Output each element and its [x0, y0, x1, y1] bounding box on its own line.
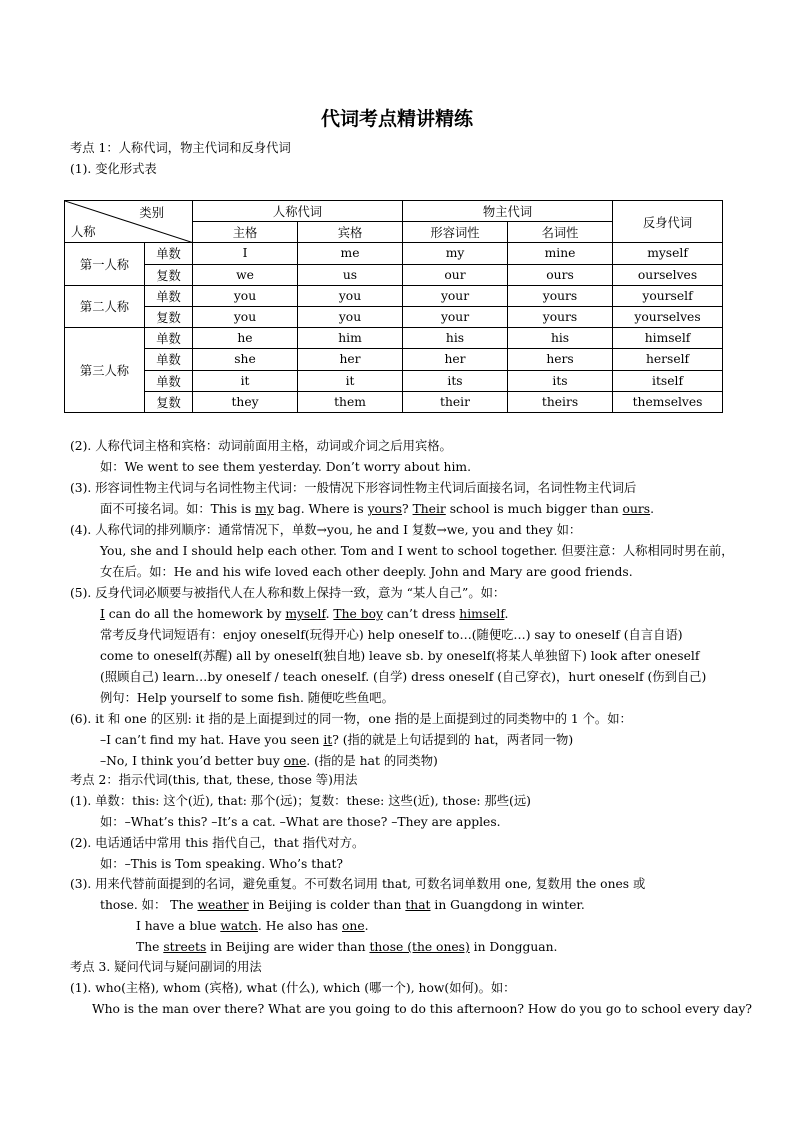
paragraph-line: those. 如： The weather in Beijing is colder than that in Guangdong in winter.: [100, 898, 585, 912]
paragraph-line: 常考反身代词短语有：enjoy oneself(玩得开心) help oneself to…(随便吃…) say to oneself (自言自语): [100, 628, 683, 642]
paragraph-line: You, she and I should help each other. Tom and I went to school together. 但要注意：人称相同时男在前，: [100, 544, 734, 558]
point1-heading: 考点 1：人称代词，物主代词和反身代词: [70, 141, 291, 155]
table-row: [65, 349, 723, 370]
table-cell: themselves: [613, 391, 723, 412]
pronoun-table: [64, 200, 723, 413]
table-cell: yours: [508, 306, 613, 327]
table-cell: your: [403, 285, 508, 306]
table-cell: her: [298, 349, 403, 370]
table-cell: your: [403, 306, 508, 327]
paragraph-line: (3). 形容词性物主代词与名词性物主代词：一般情况下形容词性物主代词后面接名词，名词性物主代词后: [70, 481, 637, 495]
paragraph-line: 如：We went to see them yesterday. Don’t worry about him.: [100, 460, 471, 474]
section-heading: 考点 3. 疑问代词与疑问副词的用法: [70, 960, 262, 974]
table-cell: you: [193, 285, 298, 306]
paragraph-line: (6). it 和 one 的区别: it 指的是上面提到过的同一物，one 指的是上面提到过的同类物中的 1 个。如：: [70, 712, 632, 726]
header-possessive: 物主代词: [403, 201, 613, 222]
table-cell: I: [193, 243, 298, 264]
table-cell: it: [298, 370, 403, 391]
table-cell: 复数: [145, 306, 193, 327]
person-third: 第三人称: [65, 328, 145, 413]
paragraph-line: 例句：Help yourself to some fish. 随便吃些鱼吧。: [100, 691, 394, 705]
header-noun: 名词性: [508, 222, 613, 243]
paragraph-line: 如：–This is Tom speaking. Who’s that?: [100, 857, 343, 871]
table-cell: 单数: [145, 328, 193, 349]
table-cell: ourselves: [613, 264, 723, 285]
table-cell: he: [193, 328, 298, 349]
header-reflexive: 反身代词: [613, 201, 723, 243]
table-cell: she: [193, 349, 298, 370]
table-corner-cell: [65, 201, 193, 243]
table-cell: we: [193, 264, 298, 285]
table-cell: its: [508, 370, 613, 391]
paragraph-line: –I can’t find my hat. Have you seen it? (指的就是上句话提到的 hat，两者同一物): [100, 733, 574, 747]
paragraph-line: The streets in Beijing are wider than those (the ones) in Dongguan.: [136, 940, 558, 954]
header-subject: 主格: [193, 222, 298, 243]
paragraph-line: (4). 人称代词的排列顺序：通常情况下，单数→you, he and I 复数→we, you and they 如：: [70, 523, 582, 537]
table-cell: it: [193, 370, 298, 391]
table-cell: him: [298, 328, 403, 349]
table-cell: herself: [613, 349, 723, 370]
table-cell: 单数: [145, 243, 193, 264]
paragraph-line: (2). 人称代词主格和宾格：动词前面用主格，动词或介词之后用宾格。: [70, 439, 452, 453]
table-cell: hers: [508, 349, 613, 370]
paragraph-line: (5). 反身代词必顺要与被指代人在人称和数上保持一致，意为 “某人自己”。如：: [70, 586, 506, 600]
corner-person-label: 人称: [71, 225, 96, 240]
section-heading: 考点 2：指示代词(this, that, these, those 等)用法: [70, 773, 358, 787]
paragraph-line: (3). 用来代替前面提到的名词，避免重复。不可数名词用 that, 可数名词单数用 one, 复数用 the ones 或: [70, 877, 646, 891]
table-cell: you: [298, 285, 403, 306]
table-cell: himself: [613, 328, 723, 349]
paragraph-line: (1). who(主格), whom (宾格), what (什么), which (哪一个), how(如何)。如：: [70, 981, 516, 995]
table-row: [65, 243, 723, 264]
table-cell: yours: [508, 285, 613, 306]
header-personal: 人称代词: [193, 201, 403, 222]
table-cell: itself: [613, 370, 723, 391]
table-row: [65, 264, 723, 285]
paragraph-line: (1). 单数：this: 这个(近), that: 那个(远)；复数：these: 这些(近), those: 那些(远): [70, 794, 531, 808]
paragraph-line: –No, I think you’d better buy one. (指的是 hat 的同类物): [100, 754, 438, 768]
table-cell: them: [298, 391, 403, 412]
table-row: [65, 306, 723, 327]
paragraph-line: Who is the man over there? What are you going to do this afternoon? How do you go to school every day?: [92, 1002, 753, 1016]
table-cell: yourselves: [613, 306, 723, 327]
paragraph-line: 如：–What’s this? –It’s a cat. –What are those? –They are apples.: [100, 815, 501, 829]
table-cell: our: [403, 264, 508, 285]
paragraph-line: 面不可接名词。如：This is my bag. Where is yours? Their school is much bigger than ours.: [100, 502, 654, 516]
table-cell: me: [298, 243, 403, 264]
table-cell: 单数: [145, 370, 193, 391]
paragraph-line: come to oneself(苏醒) all by oneself(独自地) leave sb. by oneself(将某人单独留下) look after oneself: [100, 649, 700, 663]
table-cell: 复数: [145, 391, 193, 412]
paragraph-line: (2). 电话通话中常用 this 指代自己，that 指代对方。: [70, 836, 365, 850]
table-cell: its: [403, 370, 508, 391]
table-cell: his: [403, 328, 508, 349]
table-cell: myself: [613, 243, 723, 264]
person-first: 第一人称: [65, 243, 145, 285]
person-second: 第二人称: [65, 285, 145, 327]
table-cell: us: [298, 264, 403, 285]
table-cell: 单数: [145, 349, 193, 370]
table-row: [65, 285, 723, 306]
page-title: 代词考点精讲精练: [320, 108, 473, 130]
table-cell: you: [298, 306, 403, 327]
table-cell: mine: [508, 243, 613, 264]
paragraph-line: 女在后。如：He and his wife loved each other deeply. John and Mary are good friends.: [100, 565, 633, 579]
table-cell: her: [403, 349, 508, 370]
paragraph-line: I can do all the homework by myself. The boy can’t dress himself.: [100, 607, 509, 621]
table-cell: his: [508, 328, 613, 349]
table-cell: yourself: [613, 285, 723, 306]
paragraph-line: I have a blue watch. He also has one.: [136, 919, 369, 933]
corner-category-label: 类别: [139, 206, 164, 220]
table-cell: ours: [508, 264, 613, 285]
table-cell: their: [403, 391, 508, 412]
header-adjective: 形容词性: [403, 222, 508, 243]
table-cell: they: [193, 391, 298, 412]
table-cell: my: [403, 243, 508, 264]
paragraph-line: (照顾自己) learn…by oneself / teach oneself. (自学) dress oneself (自己穿衣)，hurt oneself (伤到自己): [100, 670, 707, 684]
table-cell: 复数: [145, 264, 193, 285]
table-row: [65, 328, 723, 349]
table-row: [65, 370, 723, 391]
table-cell: 单数: [145, 285, 193, 306]
table-row: [65, 391, 723, 412]
table-cell: theirs: [508, 391, 613, 412]
header-object: 宾格: [298, 222, 403, 243]
table-cell: you: [193, 306, 298, 327]
point1-sub1: (1). 变化形式表: [70, 162, 157, 176]
